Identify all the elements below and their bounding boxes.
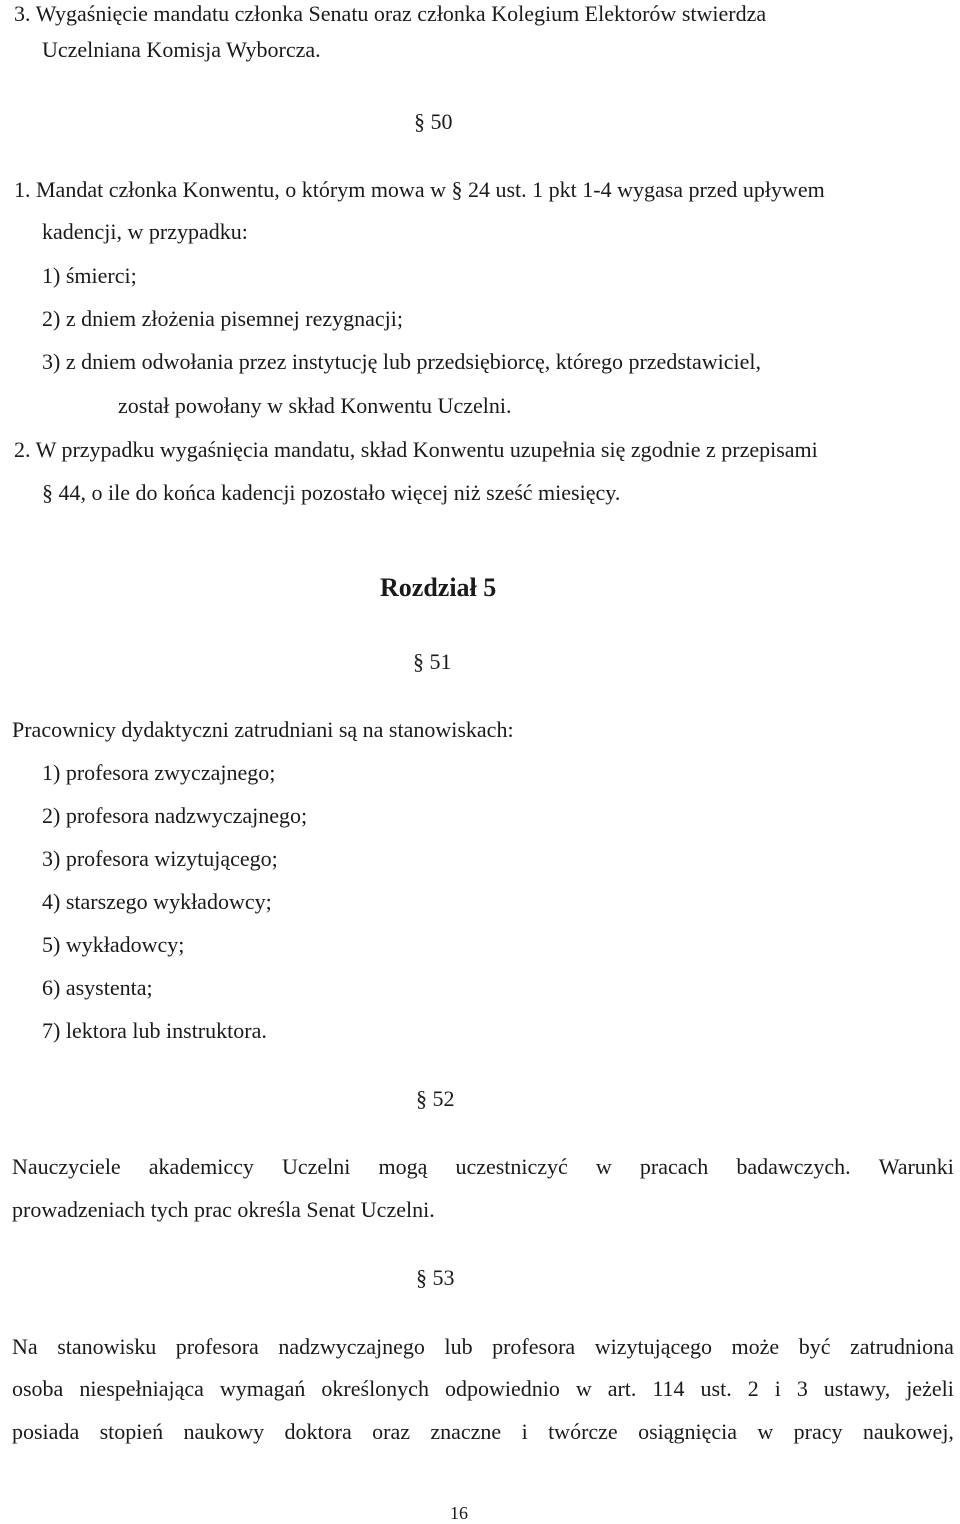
par50-subpoint-3-continuation: został powołany w skład Konwentu Uczelni.	[118, 393, 512, 418]
par51-point-2: 2) profesora nadzwyczajnego;	[42, 803, 308, 828]
par50-subpoint-2: 2) z dniem złożenia pisemnej rezygnacji;	[42, 306, 404, 331]
par50-subpoint-1: 1) śmierci;	[42, 263, 137, 288]
page-number: 16	[450, 1503, 468, 1523]
section-53-heading: § 53	[416, 1265, 455, 1290]
par53-line2: osoba niespełniająca wymagań określonych odpowiednio w art. 114 ust. 2 i 3 ustawy, jeżeli	[12, 1376, 954, 1401]
par53-line3: posiada stopień naukowy doktora oraz znaczne i twórcze osiągnięcia w pracy naukowej,	[12, 1419, 954, 1444]
par50-point2-line2: § 44, o ile do końca kadencji pozostało więcej niż sześć miesięcy.	[42, 480, 621, 505]
par50-point1-line2: kadencji, w przypadku:	[42, 219, 248, 244]
section-52-heading: § 52	[416, 1086, 455, 1111]
section-51-heading: § 51	[413, 649, 452, 674]
par50-subpoint-3: 3) z dniem odwołania przez instytucję lub przedsiębiorcę, którego przedstawiciel,	[42, 349, 762, 374]
par53-line1: Na stanowisku profesora nadzwyczajnego lub profesora wizytującego może być zatrudniona	[12, 1334, 954, 1359]
par51-point-5: 5) wykładowcy;	[42, 932, 185, 957]
par52-line2: prowadzeniach tych prac określa Senat Uczelni.	[12, 1197, 435, 1222]
par51-point-3: 3) profesora wizytującego;	[42, 846, 278, 871]
par51-point-1: 1) profesora zwyczajnego;	[42, 760, 276, 785]
item-3-continuation: Uczelniana Komisja Wyborcza.	[42, 37, 321, 62]
par52-line1: Nauczyciele akademiccy Uczelni mogą uczestniczyć w pracach badawczych. Warunki	[12, 1154, 954, 1179]
item-3: 3. Wygaśnięcie mandatu członka Senatu oraz członka Kolegium Elektorów stwierdza	[14, 1, 767, 26]
par50-point1-line1: 1. Mandat członka Konwentu, o którym mowa w § 24 ust. 1 pkt 1-4 wygasa przed upływem	[14, 177, 825, 202]
par51-point-7: 7) lektora lub instruktora.	[42, 1018, 267, 1043]
par50-point2-line1: 2. W przypadku wygaśnięcia mandatu, skład Konwentu uzupełnia się zgodnie z przepisami	[14, 437, 818, 462]
par51-intro: Pracownicy dydaktyczni zatrudniani są na stanowiskach:	[12, 717, 514, 742]
par51-point-4: 4) starszego wykładowcy;	[42, 889, 272, 914]
section-50-heading: § 50	[414, 109, 453, 134]
par51-point-6: 6) asystenta;	[42, 975, 153, 1000]
chapter-heading: Rozdział 5	[380, 573, 497, 602]
